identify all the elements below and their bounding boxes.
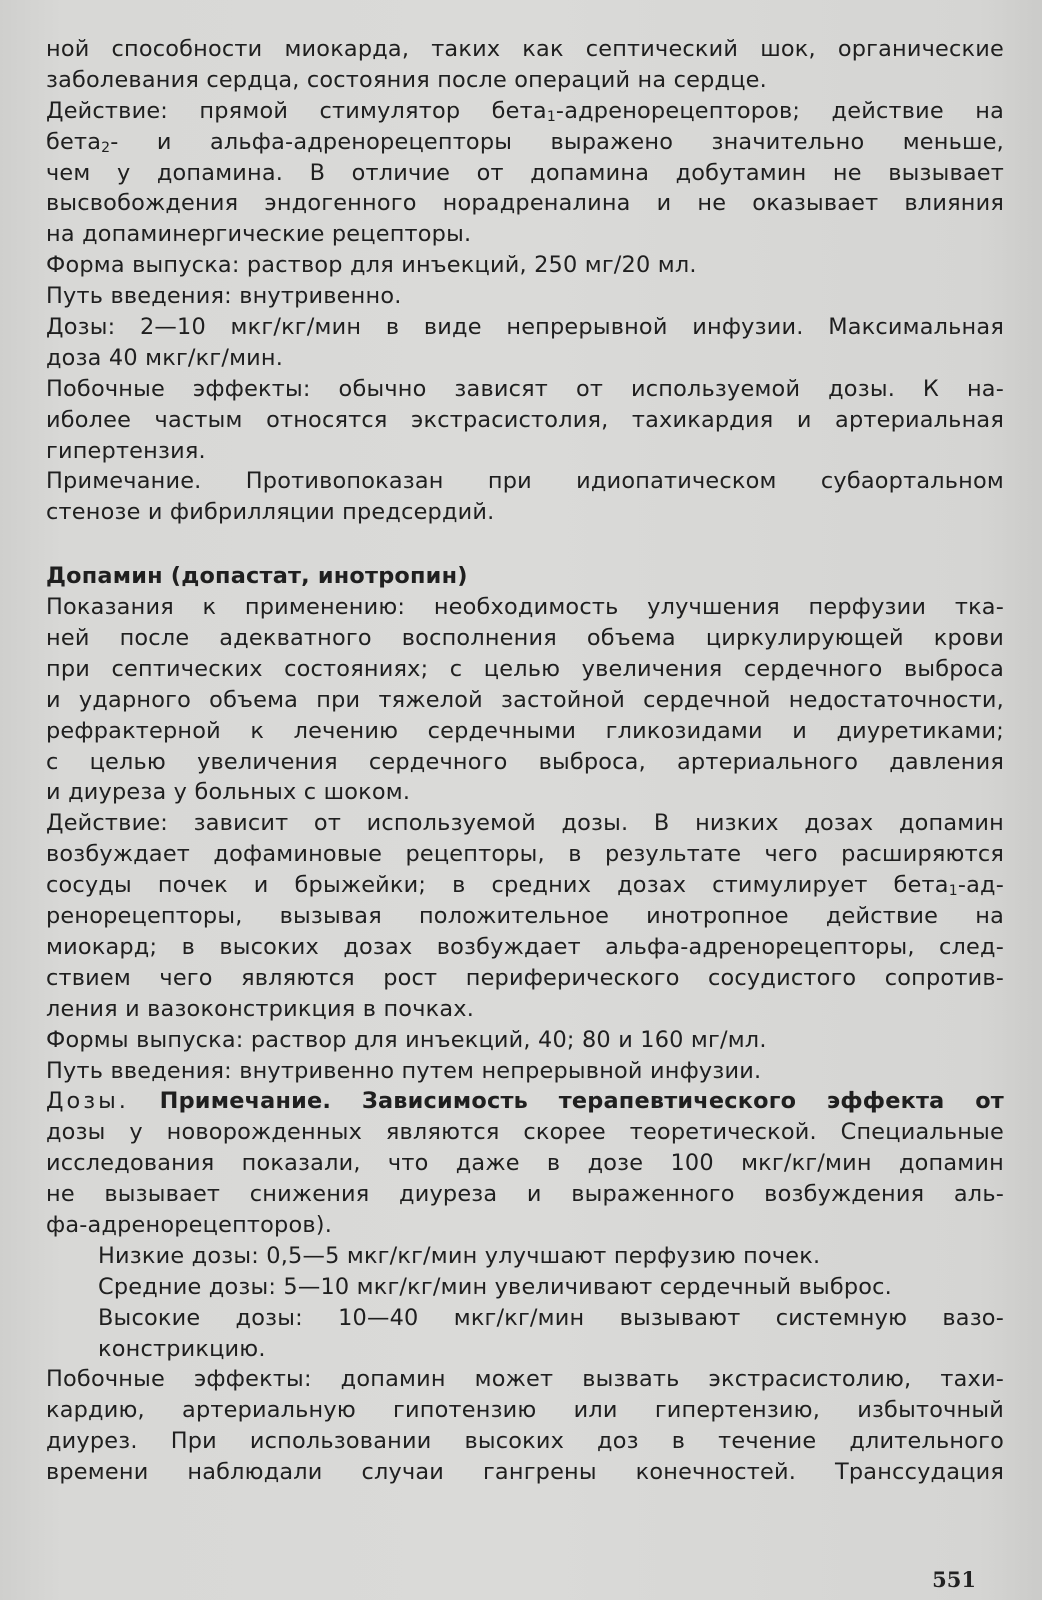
text-line: Показания к применению: необходимость улучшения перфузии тка- — [46, 594, 1004, 621]
text-line: кардию, артериальную гипотензию или гипертензию, избыточный — [46, 1397, 1004, 1424]
text-line: ной способности миокарда, таких как септический шок, органические — [46, 36, 1004, 62]
text-line: стенозе и фибрилляции предсердий. — [46, 499, 495, 526]
text-line: Дозы: 2—10 мкг/кг/мин в виде непрерывной инфузии. Максимальная — [46, 314, 1004, 341]
text-span: бета — [46, 128, 102, 155]
text-line — [46, 870, 1004, 901]
text-line: доза 40 мкг/кг/мин. — [46, 344, 284, 371]
text-line: ствием чего являются рост периферического сосудистого сопротив- — [46, 964, 1004, 991]
text-line: Побочные эффекты: обычно зависят от используемой дозы. К на- — [46, 375, 1004, 402]
text-line: Форма выпуска: раствор для инъекций, 250 мг/20 мл. — [46, 252, 697, 279]
text-line: рефрактерной к лечению сердечными гликозидами и диуретиками; — [46, 717, 1004, 744]
text-line — [46, 127, 1004, 158]
text-span: - и альфа-адренорецепторы выражено значительно меньше, — [110, 128, 1004, 155]
text-line: времени наблюдали случаи гангрены конечностей. Транссудация — [46, 1459, 1004, 1486]
text-line: возбуждает дофаминовые рецепторы, в результате чего расширяются — [46, 841, 1004, 868]
spaced-label: Дозы. — [46, 1088, 129, 1115]
text-span: -адренорецепторов; действие на — [555, 97, 1004, 124]
text-line: Примечание. Противопоказан при идиопатическом субаортальном — [46, 468, 1004, 495]
text-span: сосуды почек и брыжейки; в средних дозах стимулирует бета — [46, 872, 949, 899]
text-line: и диуреза у больных с шоком. — [46, 779, 411, 806]
text-line: дозы у новорожденных являются скорее теоретической. Специальные — [46, 1119, 1004, 1146]
section-gap — [46, 528, 1004, 561]
text-line: Побочные эффекты: допамин может вызвать экстрасистолию, тахи- — [46, 1366, 1004, 1393]
text-line: не вызывает снижения диуреза и выраженного возбуждения аль- — [46, 1181, 1004, 1208]
dose-low: Низкие дозы: 0,5—5 мкг/кг/мин улучшают перфузию почек. — [98, 1242, 821, 1269]
text-span: Действие: прямой стимулятор бета — [46, 97, 547, 124]
text-line: гипертензия. — [46, 437, 206, 464]
subscript: 2 — [101, 139, 111, 156]
text-line — [46, 96, 1004, 127]
text-line: исследования показали, что даже в дозе 100 мкг/кг/мин допамин — [46, 1150, 1004, 1177]
text-line: миокард; в высоких дозах возбуждает альфа-адренорецепторы, след- — [46, 933, 1004, 960]
subscript: 1 — [948, 883, 958, 900]
text-line: Действие: зависит от используемой дозы. В низких дозах допамин — [46, 810, 1004, 837]
text-line: ления и вазоконстрикция в почках. — [46, 995, 475, 1022]
text-line: с целью увеличения сердечного выброса, артериального давления — [46, 748, 1004, 775]
page-number: 551 — [932, 1567, 976, 1592]
bold-span: Примечание. Зависимость терапевтического эффекта от — [128, 1088, 1004, 1115]
text-span: -ад- — [957, 872, 1004, 899]
subscript: 1 — [546, 108, 556, 125]
text-line: высвобождения эндогенного норадреналина и не оказывает влияния — [46, 190, 1004, 217]
section-title: Допамин (допастат, инотропин) — [46, 563, 468, 590]
text-line — [46, 1086, 1004, 1117]
text-line: иболее частым относятся экстрасистолия, тахикардия и артериальная — [46, 406, 1004, 433]
text-line: чем у допамина. В отличие от допамина добутамин не вызывает — [46, 159, 1004, 186]
text-line: констрикцию. — [98, 1335, 266, 1362]
text-line: Путь введения: внутривенно. — [46, 283, 402, 310]
dose-high: Высокие дозы: 10—40 мкг/кг/мин вызывают системную вазо- — [98, 1304, 1004, 1331]
text-line: ренорецепторы, вызывая положительное инотропное действие на — [46, 903, 1004, 930]
text-line: диурез. При использовании высоких доз в течение длительного — [46, 1428, 1004, 1455]
text-line: заболевания сердца, состояния после операций на сердце. — [46, 66, 767, 93]
text-line: Путь введения: внутривенно путем непрерывной инфузии. — [46, 1057, 762, 1084]
text-line: на допаминергические рецепторы. — [46, 221, 472, 248]
text-line: и ударного объема при тяжелой застойной сердечной недостаточности, — [46, 686, 1004, 713]
dose-mid: Средние дозы: 5—10 мкг/кг/мин увеличивают сердечный выброс. — [98, 1273, 892, 1300]
text-line: Формы выпуска: раствор для инъекций, 40; 80 и 160 мг/мл. — [46, 1026, 767, 1053]
text-line: при септических состояниях; с целью увеличения сердечного выброса — [46, 655, 1004, 682]
page-text — [46, 34, 1004, 1488]
text-line: ней после адекватного восполнения объема циркулирующей крови — [46, 625, 1004, 652]
text-line: фа-адренорецепторов). — [46, 1211, 333, 1238]
